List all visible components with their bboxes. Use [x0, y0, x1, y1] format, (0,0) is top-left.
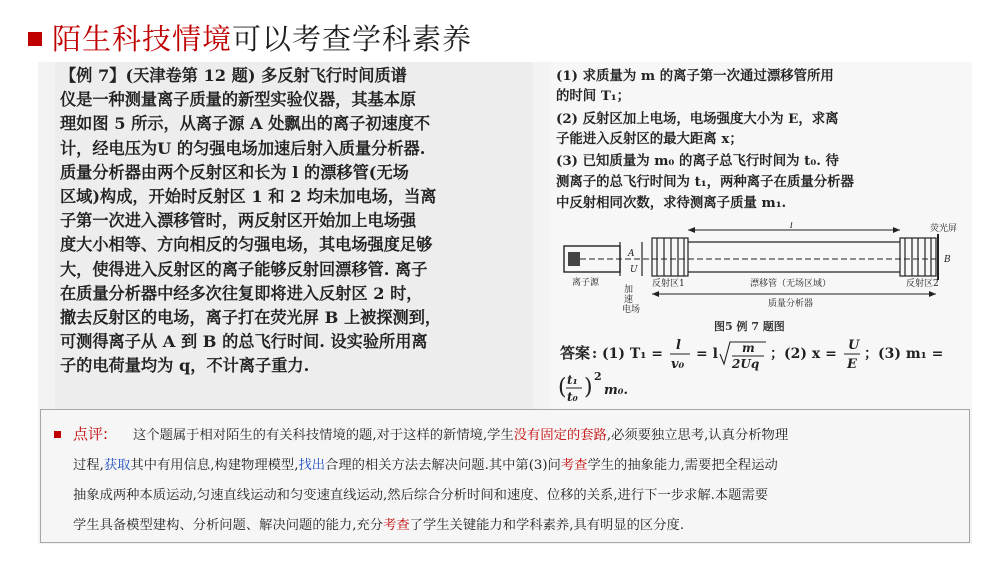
label-U: U [630, 265, 638, 275]
answer-tail: m₀. [604, 383, 628, 398]
problem-line: 大，使得进入反射区的离子能够反射回漂移管. 离子 [60, 259, 428, 279]
frac2-num: U [848, 338, 860, 353]
problem-line: 仪是一种测量离子质量的新型实验仪器，其基本原 [60, 90, 417, 110]
highlight-find: 找出 [298, 458, 326, 473]
frac3-num: t₁ [567, 373, 578, 387]
problem-line: 质量分析器由两个反射区和长为 l 的漂移管(无场 [60, 162, 409, 182]
answer-eq: = l [696, 346, 718, 362]
analyzer-label: 质量分析器 [768, 299, 814, 309]
problem-line: 子的电荷量均为 q，不计离子重力. [60, 356, 310, 376]
comment-line-1: 这个题属于相对陌生的有关科技情境的题,对于这样的新情境,学生没有固定的套路,必须要独立思考,认真分析物理 [133, 428, 789, 443]
answer-formula [558, 334, 970, 406]
slide-title [52, 20, 472, 58]
highlight-obtain: 获取 [103, 458, 131, 473]
frac3-den: t₀ [567, 390, 578, 404]
screen-label: 荧光屏 [930, 224, 958, 234]
highlight-examine: 考查 [560, 458, 588, 473]
label-B: B [944, 255, 951, 265]
label-l: l [790, 222, 793, 231]
title-bullet-icon [28, 32, 42, 46]
svg-text::: : [592, 346, 598, 362]
accel-label-1: 加 [624, 285, 634, 295]
problem-line: 区域)构成，开始时反射区 1 和 2 均未加电场，当离 [60, 187, 437, 207]
problem-line: 计，经电压为U 的匀强电场加速后射入质量分析器. [60, 138, 426, 158]
question-line: (2) 反射区加上电场，电场强度大小为 E，求离 [556, 111, 839, 127]
figure-caption: 图5 例 7 题图 [714, 320, 785, 333]
answer-part2: ；(2) x = [770, 346, 837, 362]
label-A: A [628, 249, 635, 259]
problem-line: 度大小相等、方向相反的匀强电场，其电场强度足够 [60, 235, 433, 255]
drift-tube-label: 漂移管（无场区域） [750, 279, 832, 289]
comment-line-2: 过程,获取其中有用信息,构建物理模型,找出合理的相关方法去解决问题.其中第(3)问考查学生的抽象能力,需要把全程运动 [73, 458, 778, 473]
problem-line: 理如图 5 所示，从离子源 A 处飘出的离子初速度不 [60, 114, 431, 134]
highlight-examine-2: 考查 [383, 518, 410, 533]
ion-source-label: 离子源 [572, 278, 600, 288]
answer-power: 2 [594, 370, 602, 383]
question-line: (3) 已知质量为 m₀ 的离子总飞行时间为 t₀. 待 [556, 153, 839, 169]
reflector-1-label: 反射区1 [652, 279, 685, 289]
comment-bullet-icon [54, 431, 61, 438]
comment-label: 点评: [73, 425, 109, 443]
problem-line: 撤去反射区的电场，离子打在荧光屏 B 上被探测到， [60, 308, 442, 328]
question-line: 子能进入反射区的最大距离 x； [556, 131, 743, 147]
frac1-den: v₀ [671, 357, 685, 372]
answer-part3: ；(3) m₁ = [864, 346, 944, 362]
problem-line: 在质量分析器中经多次往复即将进入反射区 2 时， [60, 283, 423, 303]
question-line: 的时间 T₁； [556, 88, 631, 104]
reflector-2-label: 反射区2 [906, 279, 939, 289]
comment-line-4: 学生具备模型建构、分析问题、解决问题的能力,充分考查了学生关键能力和学科素养,具有明显的区分度. [73, 518, 685, 533]
problem-text [60, 64, 530, 379]
problem-line: 【例 7】(天津卷第 12 题) 多反射飞行时间质谱 [60, 66, 407, 85]
problem-line: 子第一次进入漂移管时，两反射区开始加上电场强 [60, 211, 417, 231]
svg-text:(: ( [558, 375, 567, 400]
title-highlight: 陌生科技情境 [52, 22, 233, 56]
ion-source-block [568, 252, 580, 266]
accel-label-3: 电场 [622, 305, 641, 314]
sqrt-den: 2Uq [732, 357, 760, 371]
frac2-den: E [847, 357, 857, 372]
apparatus-diagram [560, 222, 970, 314]
problem-line: 可测得离子从 A 到 B 的总飞行时间. 设实验所用离 [60, 332, 428, 352]
question-line: 中反射相同次数，求待测离子质量 m₁. [556, 195, 787, 211]
answer-part1: (1) T₁ = [602, 346, 664, 362]
answer-label: 答案 [560, 344, 591, 362]
title-rest: 可以考查学科素养 [232, 22, 473, 56]
highlight-no-fixed-routine: 没有固定的套路 [513, 428, 607, 443]
sqrt-num: m [742, 341, 755, 355]
frac1-num: l [676, 338, 681, 353]
accel-label-2: 速 [624, 295, 634, 305]
question-line: 测离子的总飞行时间为 t₁，两种离子在质量分析器 [556, 174, 854, 190]
svg-text:): ) [584, 375, 593, 400]
comment-line-3: 抽象成两种本质运动,匀速直线运动和匀变速直线运动,然后综合分析时间和速度、位移的关系,进行下一步求解.本题需要 [73, 488, 769, 503]
question-line: (1) 求质量为 m 的离子第一次通过漂移管所用 [556, 68, 834, 84]
